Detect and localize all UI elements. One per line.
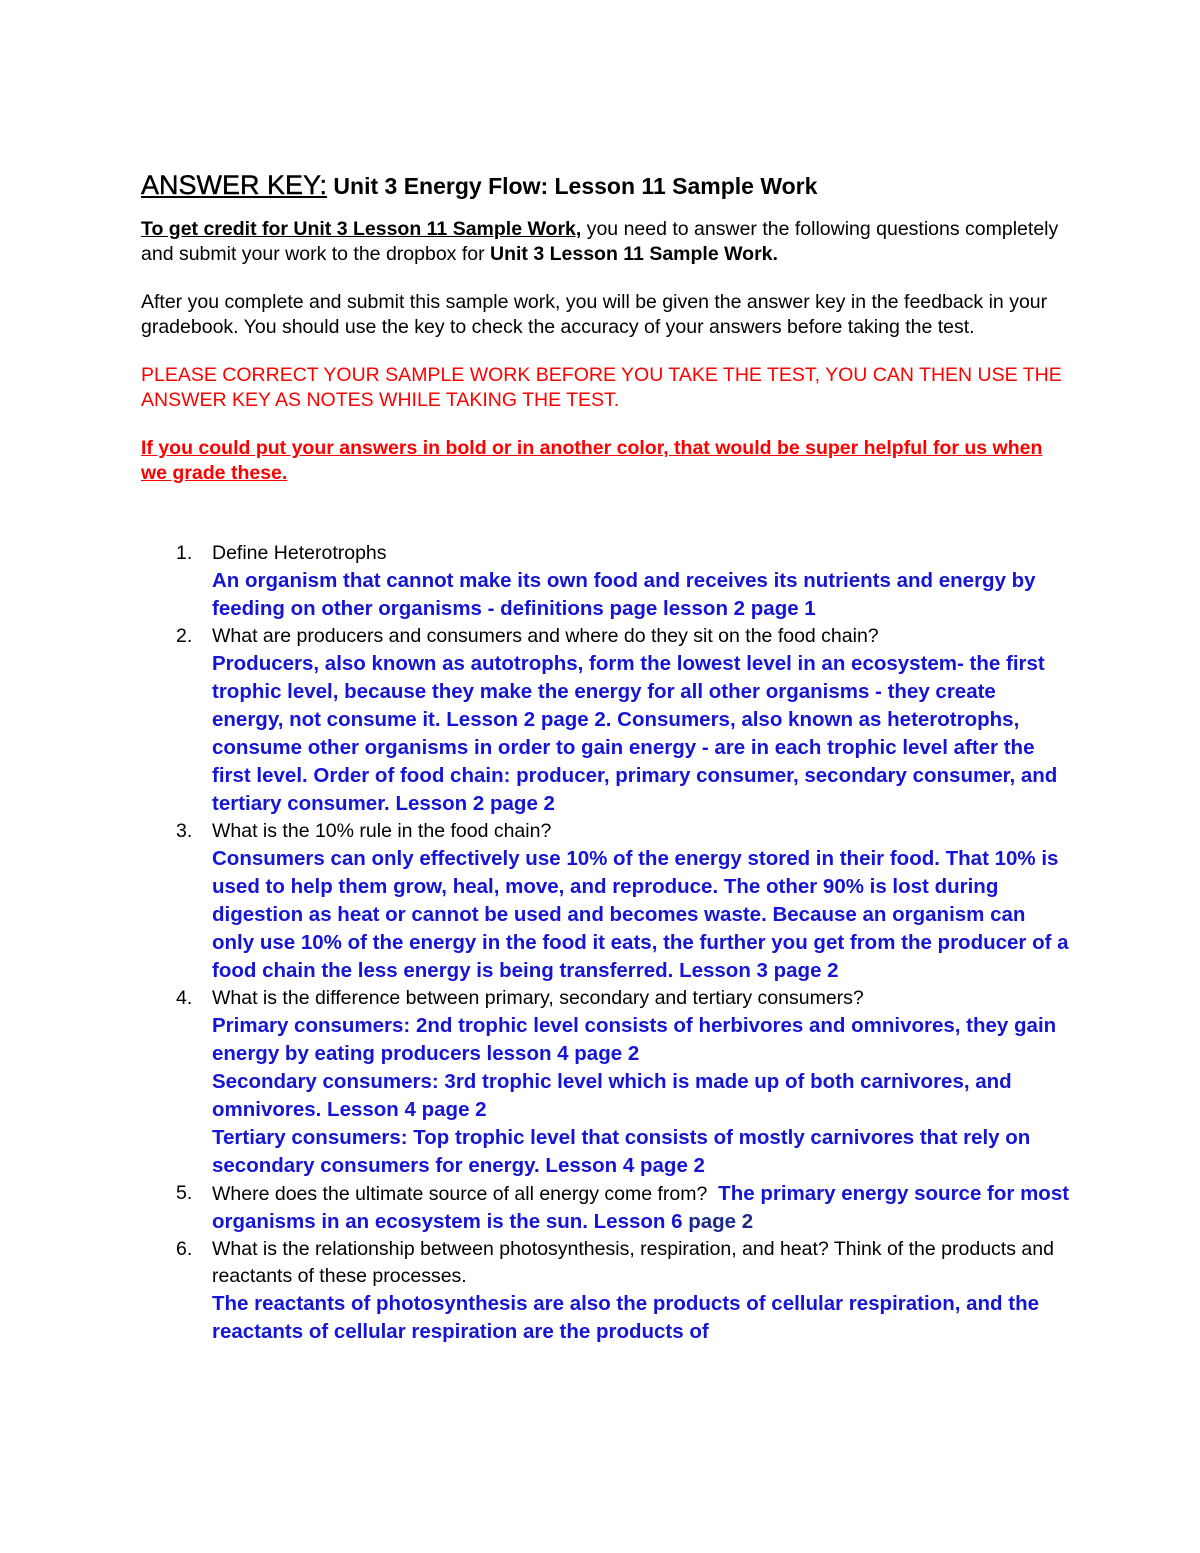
feedback-paragraph: After you complete and submit this sample work, you will be given the answer key in the feedback in your gradebook. You should use the key to check the accuracy of your answers before taking the test. bbox=[141, 291, 1048, 338]
list-item bbox=[141, 623, 1071, 818]
question-list bbox=[141, 540, 1071, 1346]
answer-tail: page 2 bbox=[682, 1210, 754, 1233]
answer-secondary: Secondary consumers: 3rd trophic level which is made up of both carnivores, and omnivores. Lesson 4 page 2 bbox=[212, 1070, 1012, 1121]
question-text: What is the difference between primary, secondary and tertiary consumers? bbox=[212, 987, 864, 1009]
answer-text: The primary energy source for most organisms in an ecosystem is the sun. Lesson 6 bbox=[212, 1182, 1070, 1233]
question-text: What is the relationship between photosynthesis, respiration, and heat? Think of the products and reactants of these processes. bbox=[212, 1238, 1054, 1287]
question-number: 6. bbox=[176, 1238, 193, 1260]
intro-dropbox: Unit 3 Lesson 11 Sample Work. bbox=[490, 243, 778, 265]
answer-key-label: ANSWER KEY: bbox=[141, 170, 328, 200]
question-number: 3. bbox=[176, 820, 193, 842]
list-item bbox=[141, 818, 1071, 985]
intro-text: you need to answer the following questions completely and submit your work to the dropbox for bbox=[141, 218, 1059, 265]
list-item bbox=[141, 1180, 1071, 1236]
intro-lead: To get credit for Unit 3 Lesson 11 Sample Work, bbox=[141, 218, 582, 240]
intro-paragraph bbox=[141, 217, 1071, 267]
question-number: 1. bbox=[176, 542, 193, 564]
title-text: Unit 3 Energy Flow: Lesson 11 Sample Work bbox=[327, 173, 818, 199]
list-item bbox=[141, 985, 1071, 1180]
answer-tertiary: Tertiary consumers: Top trophic level that consists of mostly carnivores that rely on secondary consumers for energy. Lesson 4 page 2 bbox=[212, 1126, 1031, 1177]
question-text: Define Heterotrophs bbox=[212, 542, 387, 564]
question-text: What are producers and consumers and where do they sit on the food chain? bbox=[212, 625, 879, 647]
request-paragraph: If you could put your answers in bold or in another color, that would be super helpful for us when we grade these. bbox=[141, 437, 1043, 484]
answer-text: Producers, also known as autotrophs, form the lowest level in an ecosystem- the first trophic level, because they make the energy for all other organisms - they create energy, not consume it. Lesson 2 page 2. Consumers, also known as heterotrophs, consume other organisms in order to gain energy - are in each trophic level after the first level. Order of food chain: producer, primary consumer, secondary consumer, and tertiary consumer. Lesson 2 page 2 bbox=[212, 652, 1058, 815]
answer-text: Consumers can only effectively use 10% of the energy stored in their food. That 10% is used to help them grow, heal, move, and reproduce. The other 90% is lost during digestion as heat or cannot be used and becomes waste. Because an organism can only use 10% of the energy in the food it eats, the further you get from the producer of a food chain the less energy is being transferred. Lesson 3 page 2 bbox=[212, 847, 1069, 982]
warning-paragraph: PLEASE CORRECT YOUR SAMPLE WORK BEFORE YOU TAKE THE TEST, YOU CAN THEN USE THE ANSWER KEY AS NOTES WHILE TAKING THE TEST. bbox=[141, 364, 1062, 411]
document-page bbox=[141, 166, 1071, 1346]
question-number: 5. bbox=[176, 1182, 193, 1204]
list-item bbox=[141, 1236, 1071, 1346]
question-number: 4. bbox=[176, 987, 193, 1009]
page-title bbox=[141, 166, 1071, 205]
question-text: Where does the ultimate source of all energy come from? bbox=[212, 1183, 708, 1205]
question-text: What is the 10% rule in the food chain? bbox=[212, 820, 552, 842]
answer-text: An organism that cannot make its own food and receives its nutrients and energy by feeding on other organisms - definitions page lesson 2 page 1 bbox=[212, 569, 1036, 620]
answer-primary: Primary consumers: 2nd trophic level consists of herbivores and omnivores, they gain energy by eating producers lesson 4 page 2 bbox=[212, 1014, 1057, 1065]
list-item bbox=[141, 540, 1071, 623]
answer-text: The reactants of photosynthesis are also the products of cellular respiration, and the reactants of cellular respiration are the products of bbox=[212, 1292, 1040, 1343]
question-number: 2. bbox=[176, 625, 193, 647]
